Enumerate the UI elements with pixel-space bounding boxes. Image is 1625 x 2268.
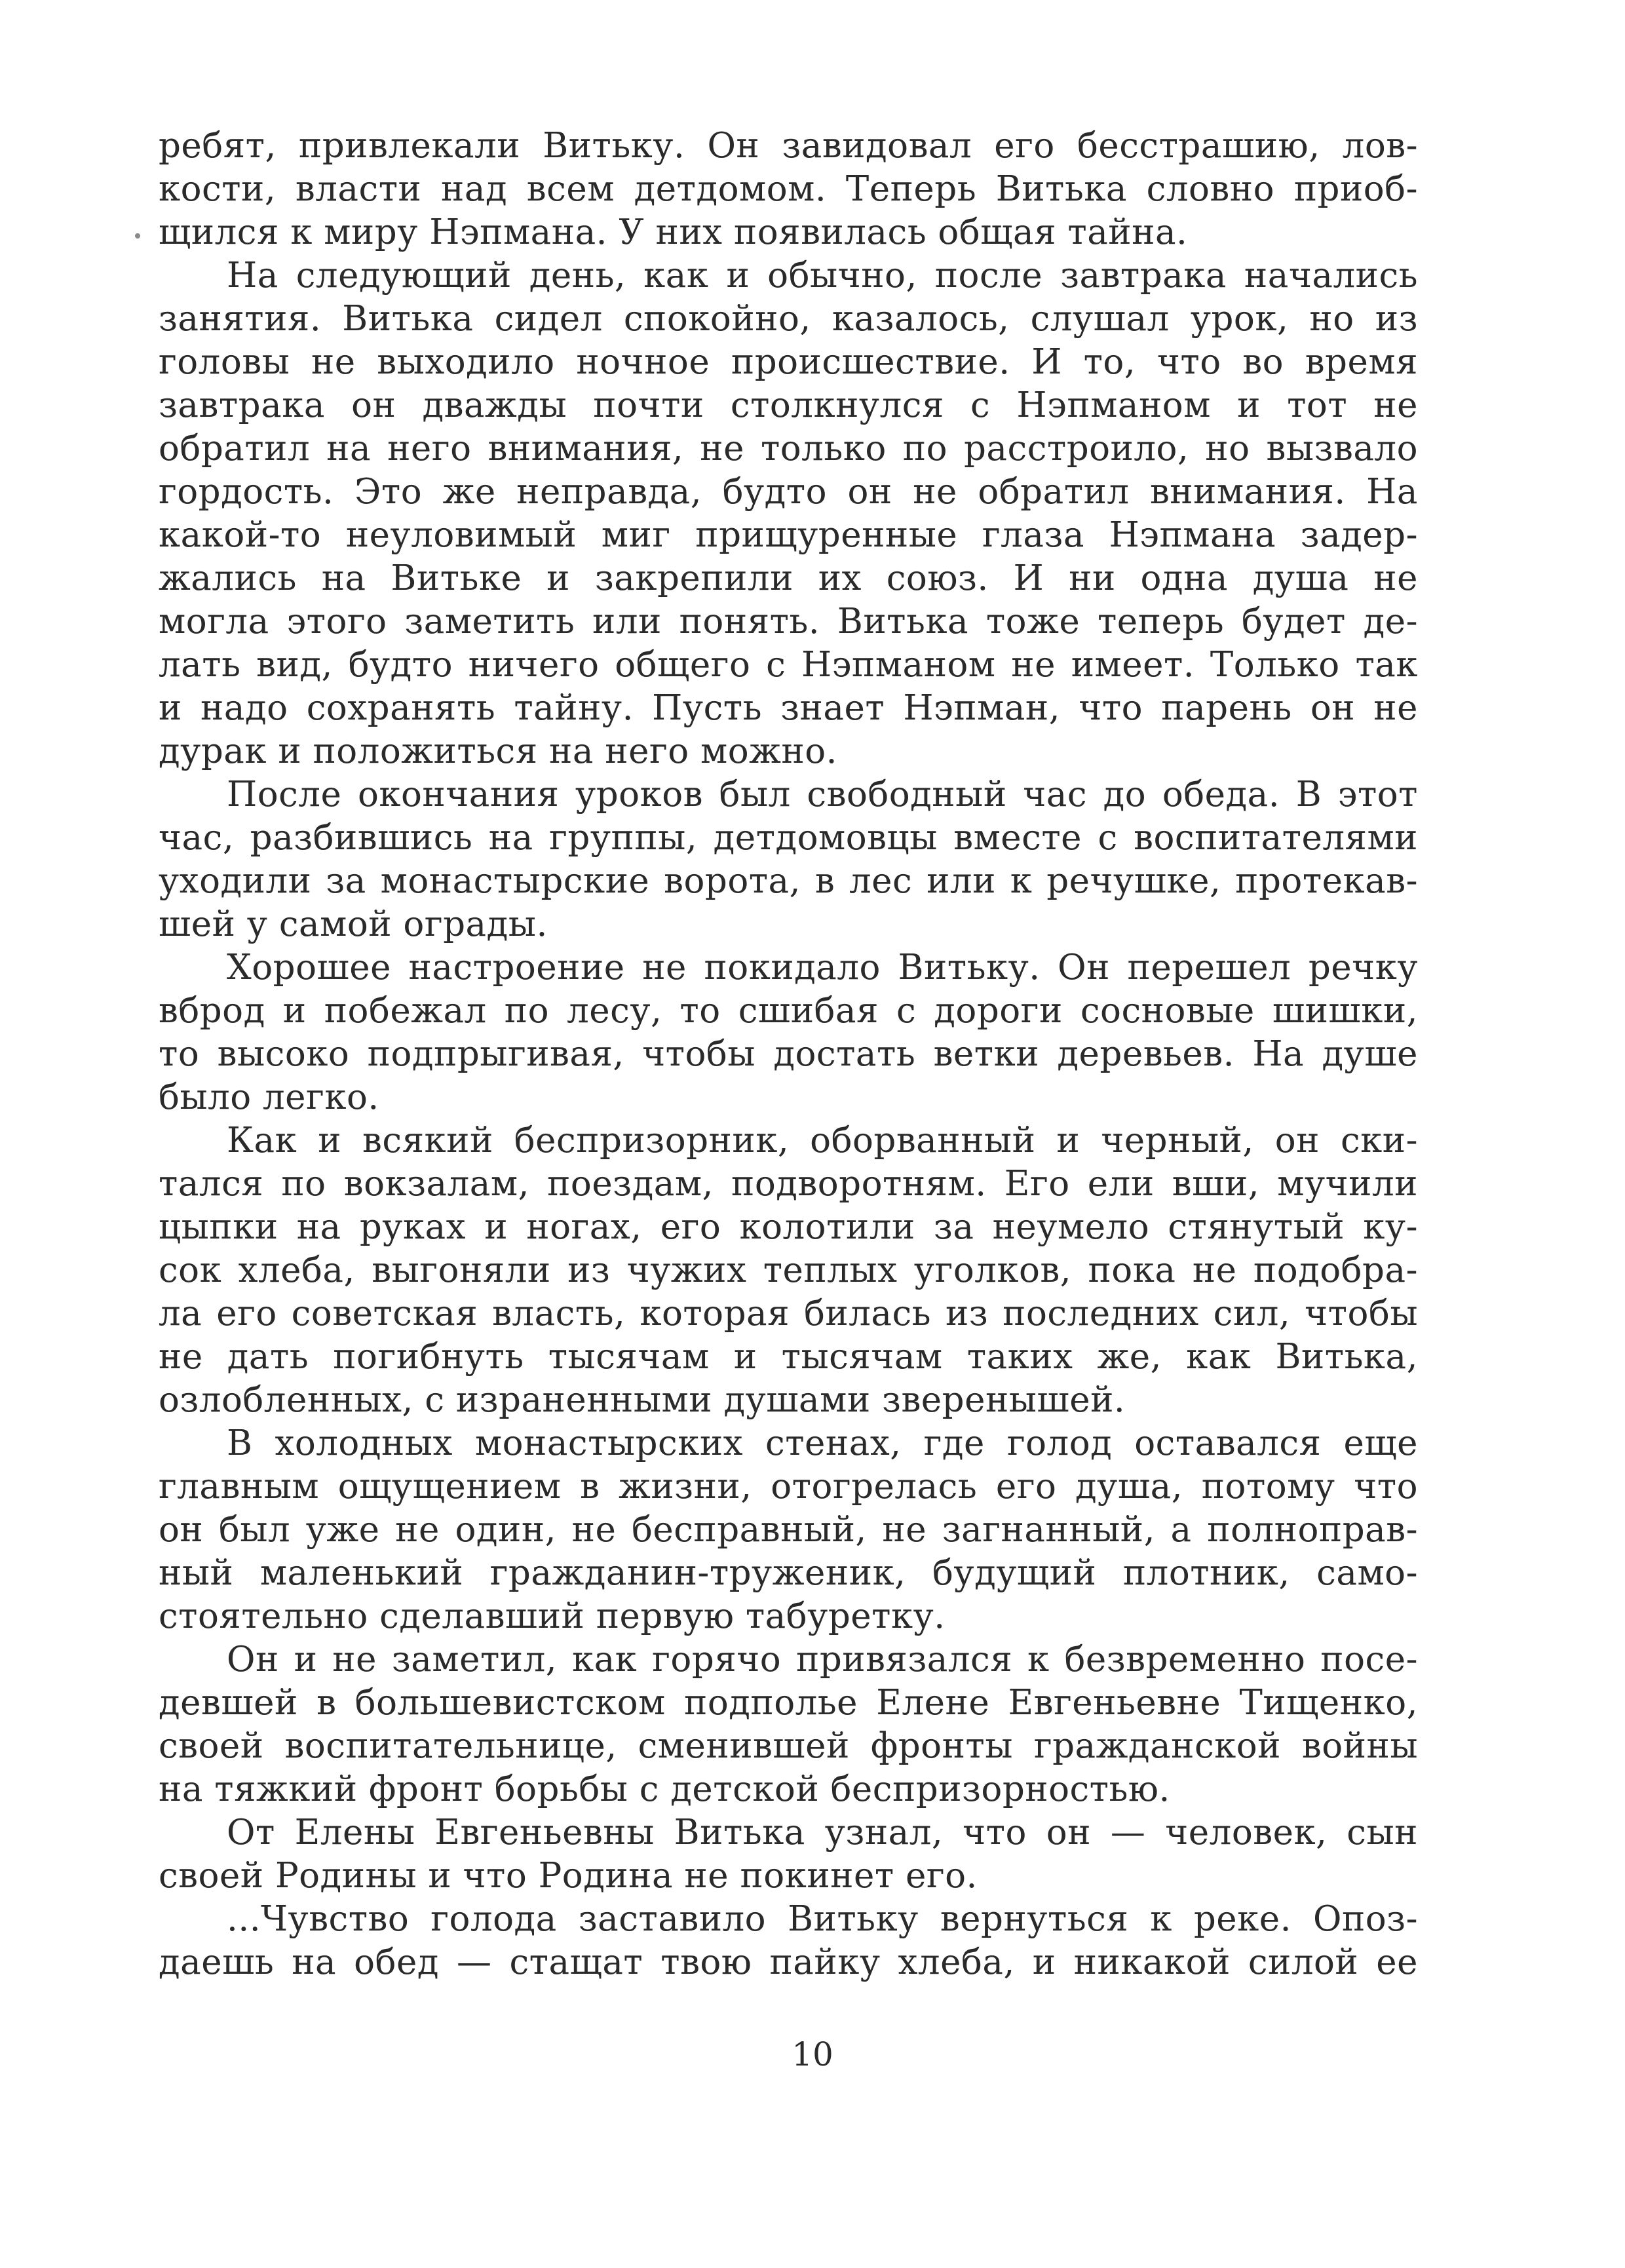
text-line: После окончания уроков был свободный час до обеда. В этот xyxy=(227,775,1418,815)
text-line: жались на Витьке и закрепили их союз. И ни одна душа не xyxy=(159,558,1418,598)
text-line: обратил на него внимания, не только по расстроило, но вызвало xyxy=(159,429,1418,469)
text-line: шей у самой ограды. xyxy=(159,904,548,944)
text-line: уходили за монастырские ворота, в лес или к речушке, протекав- xyxy=(159,861,1418,901)
text-line: своей воспитательнице, сменившей фронты гражданской войны xyxy=(159,1726,1418,1766)
margin-mark xyxy=(135,233,140,239)
text-line: час, разбившись на группы, детдомовцы вместе с воспитателями xyxy=(159,818,1418,858)
text-line: могла этого заметить или понять. Витька тоже теперь будет де- xyxy=(159,602,1418,642)
text-line: щился к миру Нэпмана. У них появилась общая тайна. xyxy=(159,212,1188,252)
text-line: озлобленных, с израненными душами зверенышей. xyxy=(159,1380,1126,1420)
text-line: лать вид, будто ничего общего с Нэпманом не имеет. Только так xyxy=(159,645,1418,685)
text-line: даешь на обед — стащат твою пайку хлеба, и никакой силой ее xyxy=(159,1942,1418,1982)
text-line: не дать погибнуть тысячам и тысячам таких же, как Витька, xyxy=(159,1337,1418,1377)
text-line: завтрака он дважды почти столкнулся с Нэпманом и тот не xyxy=(159,385,1418,425)
text-line: своей Родины и что Родина не покинет его. xyxy=(159,1856,978,1896)
text-line: занятия. Витька сидел спокойно, казалось, слушал урок, но из xyxy=(159,299,1418,339)
text-line: главным ощущением в жизни, отогрелась его душа, потому что xyxy=(159,1467,1418,1507)
text-line: сок хлеба, выгоняли из чужих теплых уголков, пока не подобра- xyxy=(159,1250,1418,1290)
text-line: и надо сохранять тайну. Пусть знает Нэпман, что парень он не xyxy=(159,688,1418,728)
text-line: стоятельно сделавший первую табуретку. xyxy=(159,1596,946,1636)
text-line: От Елены Евгеньевны Витька узнал, что он — человек, сын xyxy=(227,1813,1418,1853)
text-line: вброд и побежал по лесу, то сшибая с дороги сосновые шишки, xyxy=(159,991,1418,1031)
text-line: гордость. Это же неправда, будто он не обратил внимания. На xyxy=(159,472,1418,512)
text-line: На следующий день, как и обычно, после завтрака начались xyxy=(227,256,1418,296)
text-line: ный маленький гражданин-труженик, будущий плотник, само- xyxy=(159,1553,1418,1593)
text-line: тался по вокзалам, поездам, подворотням. Его ели вши, мучили xyxy=(159,1164,1418,1204)
text-line: Как и всякий беспризорник, оборванный и черный, он ски- xyxy=(227,1121,1418,1161)
body-text xyxy=(159,125,1418,1984)
text-line: было легко. xyxy=(159,1077,379,1117)
text-line: Он и не заметил, как горячо привязался к безвременно посе- xyxy=(227,1640,1418,1680)
text-line: то высоко подпрыгивая, чтобы достать ветки деревьев. На душе xyxy=(159,1034,1418,1074)
text-line: ...Чувство голода заставило Витьку вернуться к реке. Опоз- xyxy=(227,1899,1418,1939)
page-number: 10 xyxy=(792,2035,833,2073)
text-line: ла его советская власть, которая билась из последних сил, чтобы xyxy=(159,1294,1418,1334)
text-line: цыпки на руках и ногах, его колотили за неумело стянутый ку- xyxy=(159,1207,1418,1247)
text-line: Хорошее настроение не покидало Витьку. Он перешел речку xyxy=(227,948,1418,988)
text-line: головы не выходило ночное происшествие. И то, что во время xyxy=(159,342,1418,382)
text-line: ребят, привлекали Витьку. Он завидовал его бесстрашию, лов- xyxy=(159,126,1418,166)
text-line: какой-то неуловимый миг прищуренные глаза Нэпмана задер- xyxy=(159,515,1418,555)
text-line: дурак и положиться на него можно. xyxy=(159,731,837,771)
text-line: на тяжкий фронт борьбы с детской беспризорностью. xyxy=(159,1769,1170,1809)
text-line: В холодных монастырских стенах, где голод оставался еще xyxy=(227,1423,1418,1463)
text-line: он был уже не один, не бесправный, не загнанный, а полноправ- xyxy=(159,1510,1418,1550)
text-line: девшей в большевистском подполье Елене Евгеньевне Тищенко, xyxy=(159,1683,1418,1723)
text-line: кости, власти над всем детдомом. Теперь Витька словно приоб- xyxy=(159,169,1418,209)
